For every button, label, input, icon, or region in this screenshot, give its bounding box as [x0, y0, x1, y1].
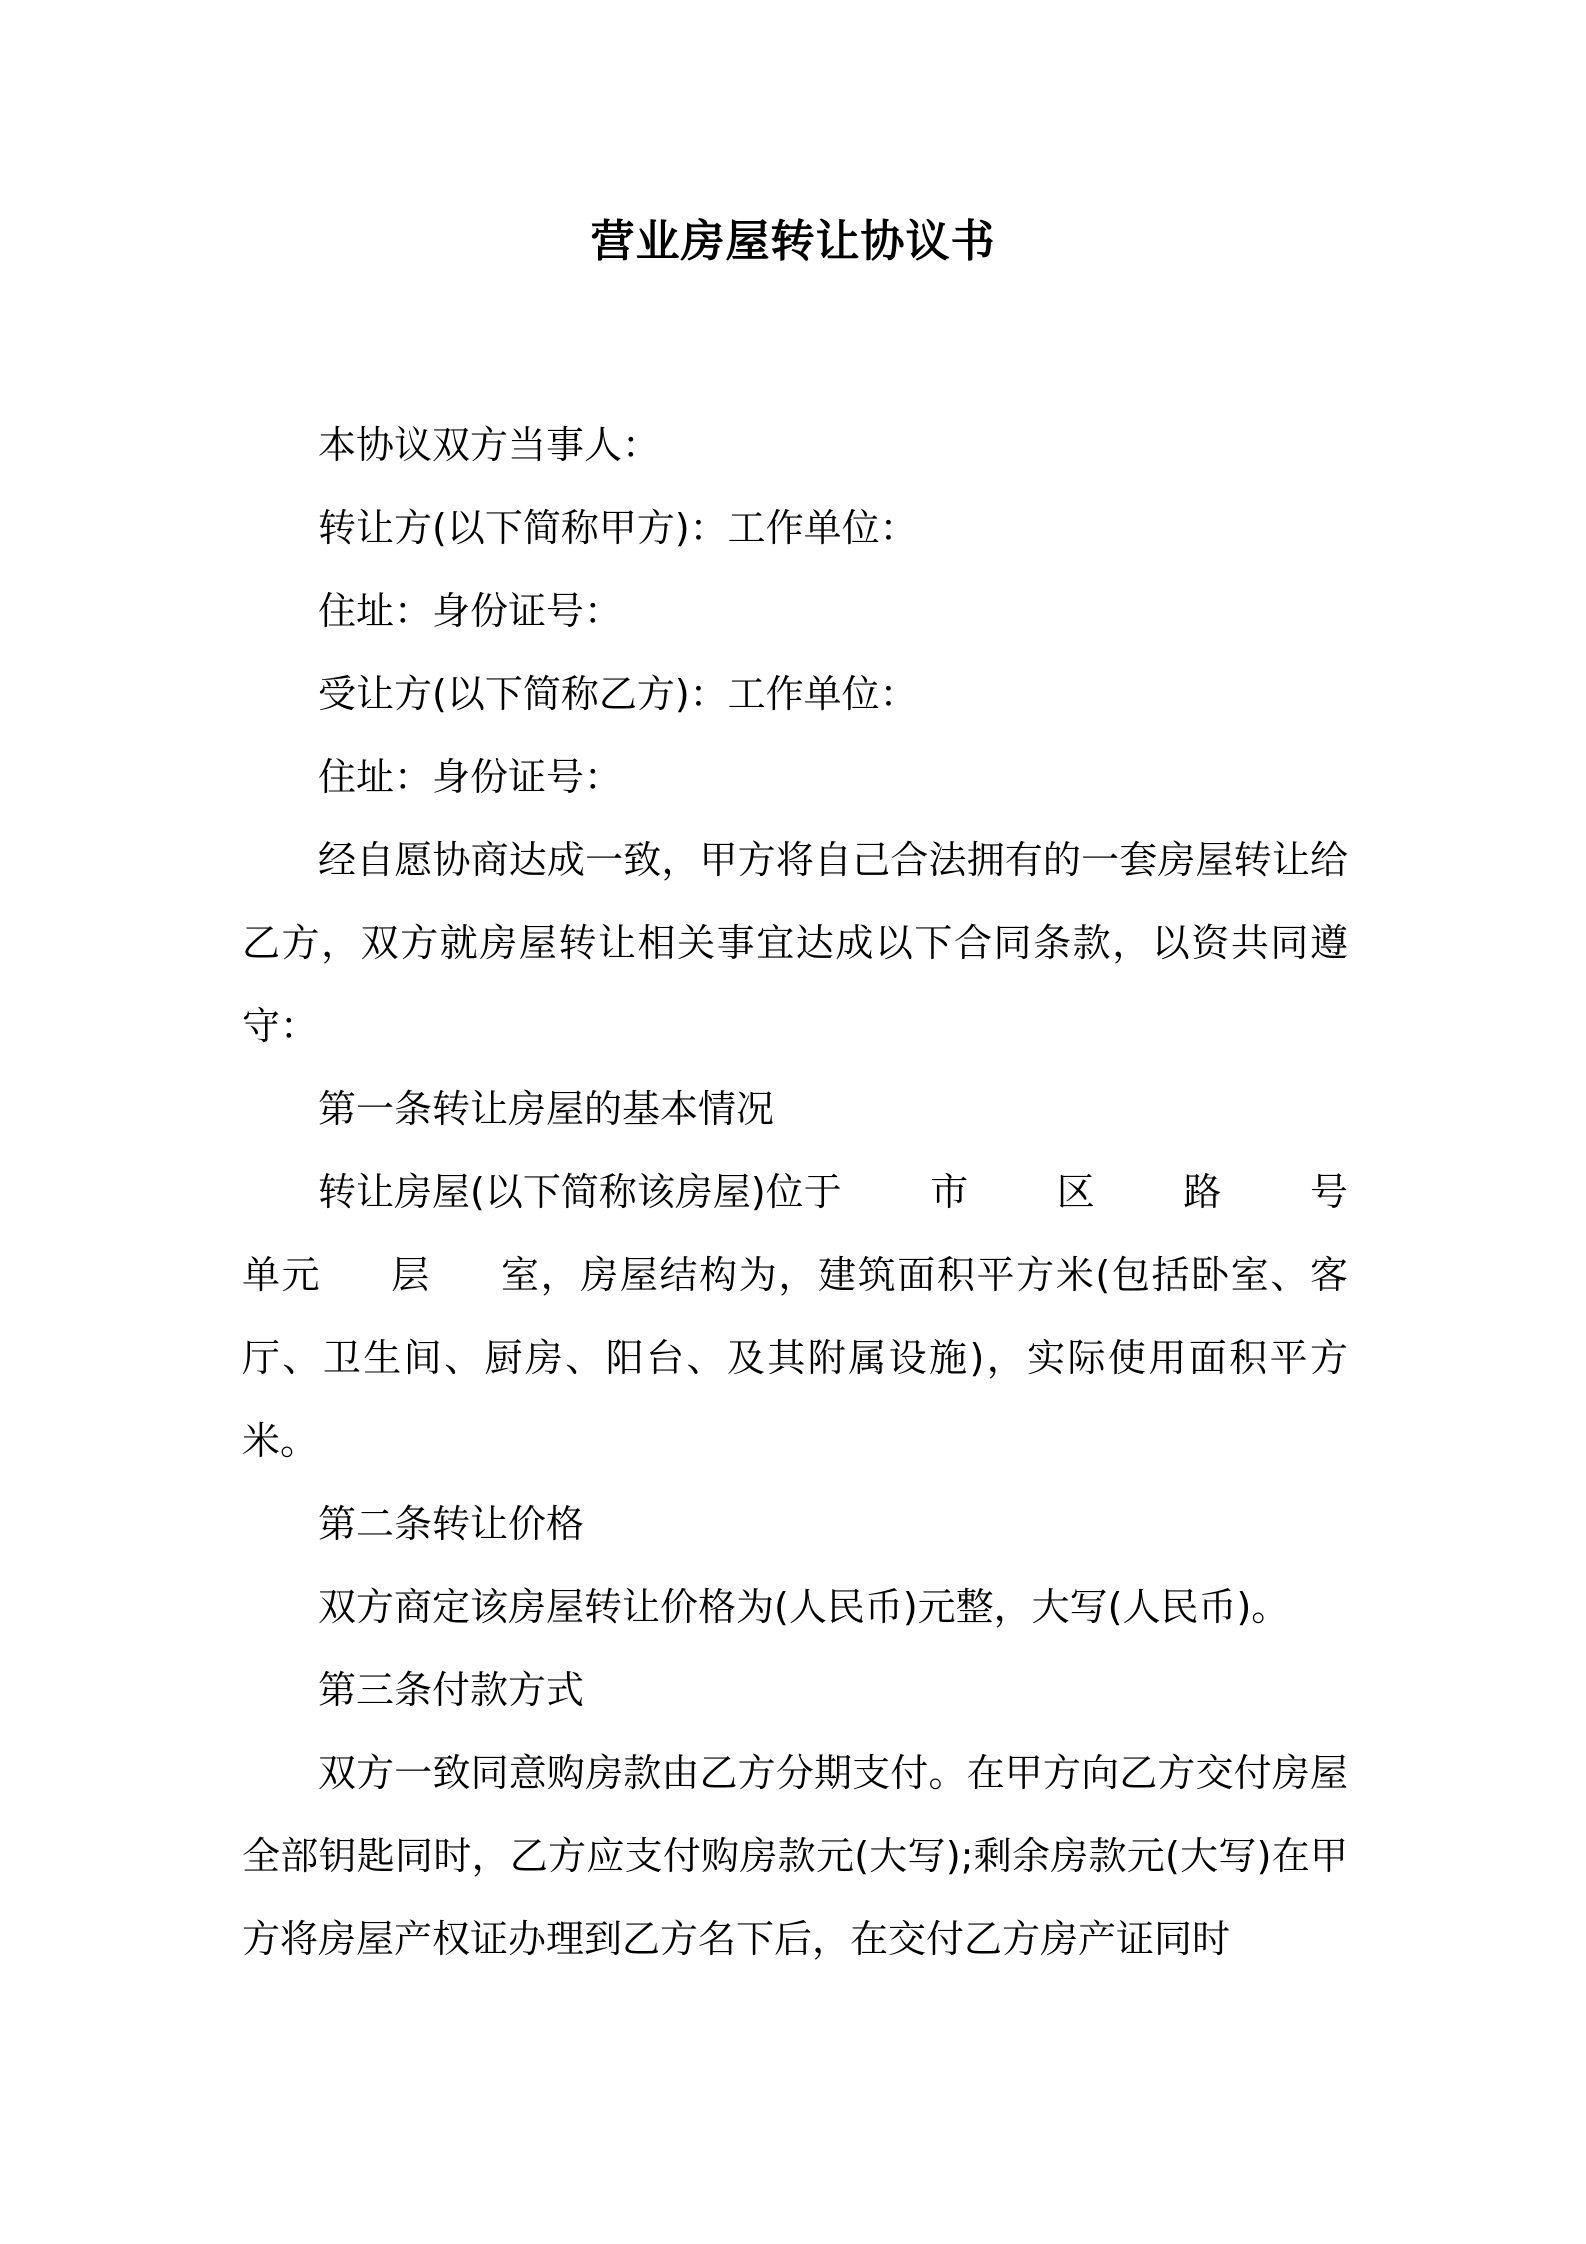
paragraph-preamble: 经自愿协商达成一致，甲方将自己合法拥有的一套房屋转让给乙方，双方就房屋转让相关事宜达成以下合同条款，以资共同遵守：	[242, 838, 1348, 1048]
location-number: 号	[1309, 1170, 1348, 1214]
paragraph-location-line	[242, 1151, 1348, 1234]
document-title: 营业房屋转让协议书	[590, 216, 996, 267]
paragraph-transferee-address: 住址：身份证号：	[318, 755, 623, 799]
location-floor: 层	[389, 1253, 431, 1297]
location-city: 市	[930, 1170, 969, 1214]
paragraph-payment: 双方一致同意购房款由乙方分期支付。在甲方向乙方交付房屋全部钥匙同时，乙方应支付购房款元(大写);剩余房款元(大写)在甲方将房屋产权证办理到乙方名下后，在交付乙方房产证同时	[242, 1751, 1348, 1961]
paragraph-location-continuation	[242, 1234, 1348, 1483]
location-district: 区	[1056, 1170, 1095, 1214]
paragraph-transferee: 受让方(以下简称乙方)：工作单位：	[318, 672, 918, 716]
paragraph-transferor-address: 住址：身份证号：	[318, 589, 623, 633]
location-road: 路	[1183, 1170, 1222, 1214]
location-prefix: 转让房屋(以下简称该房屋)位于	[318, 1170, 842, 1214]
paragraph-parties: 本协议双方当事人：	[318, 423, 661, 467]
location-unit: 单元	[242, 1253, 322, 1297]
paragraph-transferor: 转让方(以下简称甲方)：工作单位：	[318, 506, 918, 550]
location-rest: 室，房屋结构为，建筑面积平方米(包括卧室、客厅、卫生间、厨房、阳台、及其附属设施)，实际使用面积平方米。	[242, 1253, 1348, 1463]
heading-article-2: 第二条转让价格	[318, 1502, 585, 1546]
heading-article-3: 第三条付款方式	[318, 1668, 585, 1712]
document-body	[242, 404, 1348, 1981]
heading-article-1: 第一条转让房屋的基本情况	[318, 1087, 775, 1131]
paragraph-price: 双方商定该房屋转让价格为(人民币)元整，大写(人民币)。	[318, 1585, 1290, 1629]
